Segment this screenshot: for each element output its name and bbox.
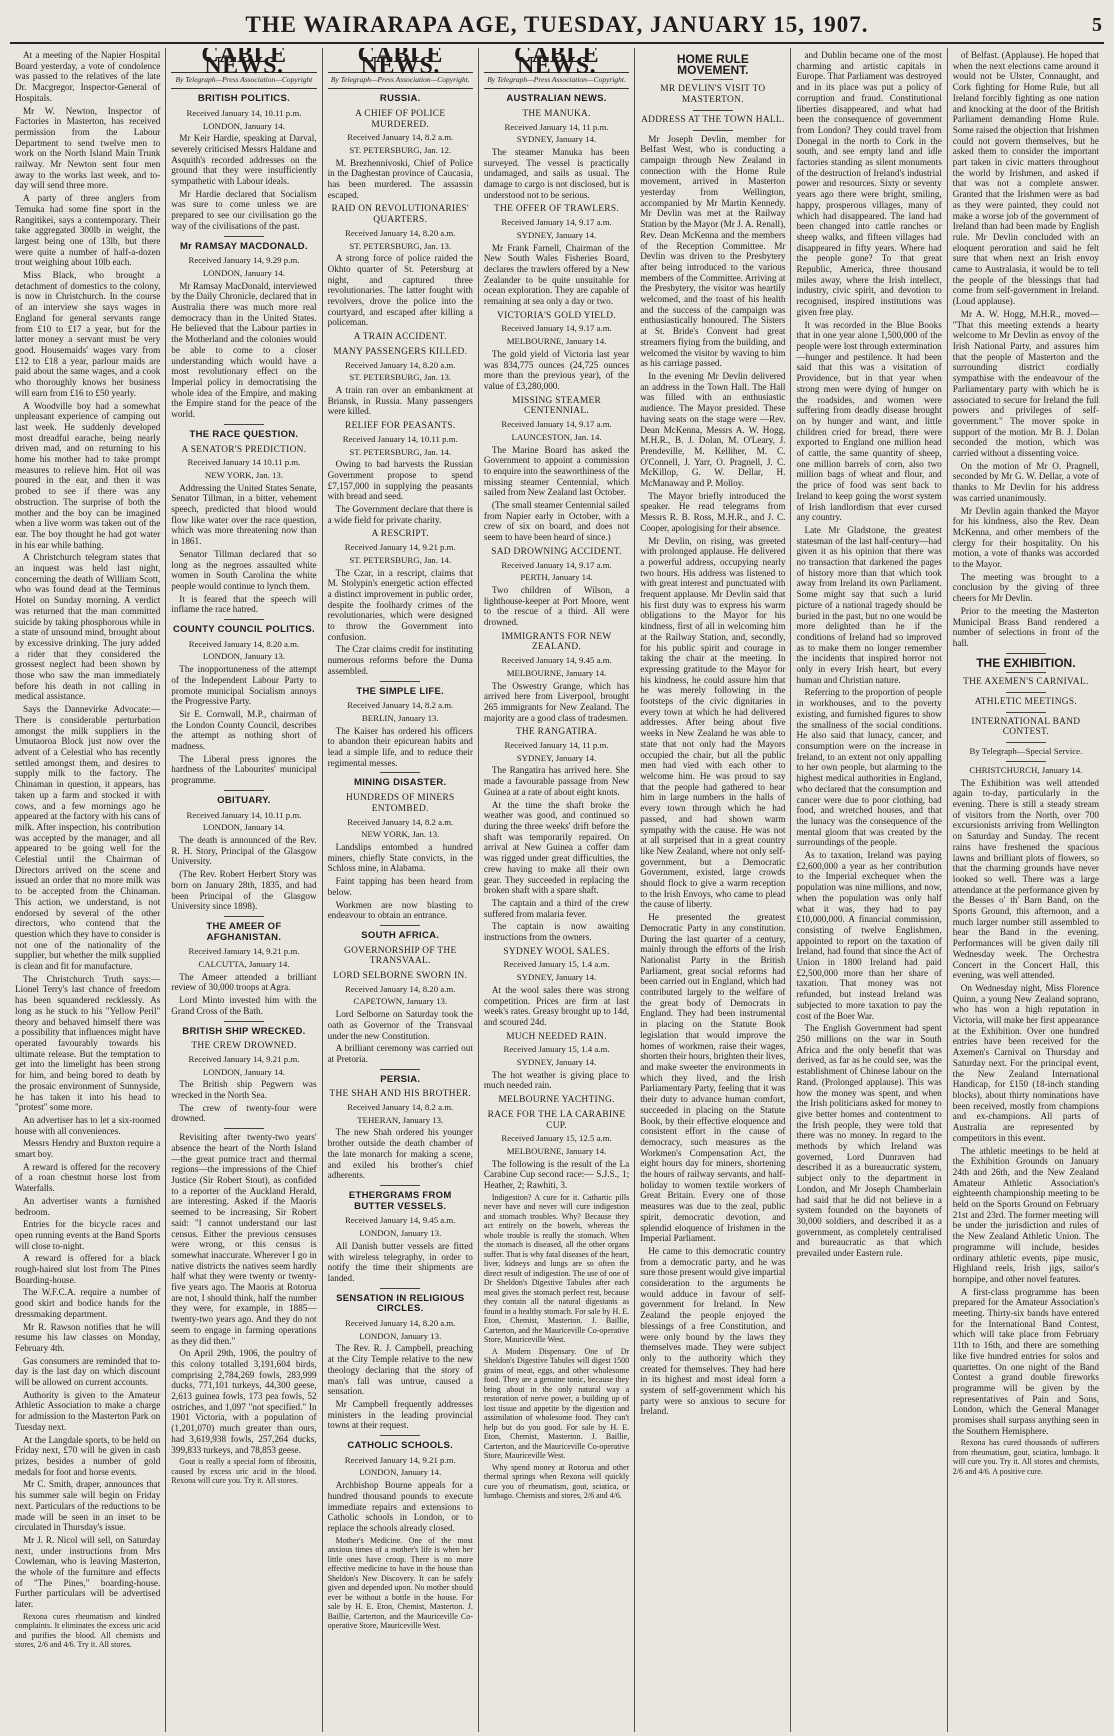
subheadline: MANY PASSENGERS KILLED. <box>333 346 468 357</box>
divider <box>380 1288 420 1289</box>
paragraph: At the time the shaft broke the weather was good, and continued so during the three weeks' drift before the shaft was temporarily repaired. On arrival at New Guinea a coffer dam was rigged under great difficulties, the crew having to make all their own gear. They succeeded in replacing the broken shaft with a spare shaft. <box>483 799 630 896</box>
paragraph: Workmen are now blasting to endeavour to obtain an entrance. <box>327 899 473 921</box>
headline: HOME RULE MOVEMENT. <box>676 52 749 77</box>
paragraph: He presented the greatest Democratic Party in any constitution. During the last quarter of a century, mainly through the efforts of the Irish Nationalist Party in the British Parliament, great social reforms had been carried out in England, which had contributed largely to the welfare of the great body of Democrats in England. They had been instrumental in placing on the Statute Book legislation that would improve the homes of workmen, raise their wages, shorten their hours, brighten their lives, and make sweeter the environments in which they lived, and the Irish Parliamentary Party, feeling that it was their duty to advance human comfort, succeeded in placing on the Statute Book, by their effective eloquence and consistent effort in the cause of democracy, such measures as the Workmen's Compensation Act, the eight hours day for miners, shortening the hours of railway servants, and half-holiday to women textile workers of Great Britain. Every one of those measures was due to the zeal, public spirit, democratic devotion, and splendid eloquence of Irishmen in the Imperial Parliament. <box>640 912 786 1244</box>
dateline: PERTH, January 14. <box>520 572 593 583</box>
dateline: Received January 14, 9.21 p.m. <box>344 1454 456 1465</box>
dateline: Received January 14, 11 p.m. <box>504 740 609 751</box>
paragraph: In the evening Mr Devlin delivered an address in the Town Hall. The Hall was filled with an enthusiastic audience. The Mayor presided. These having seats on the stage were —Rev. Dean McKenna, Messrs A. W. Hogg, M.H.R., B. J. Dolan, M. O'Leary, J. Prendeville, M. Kelliher, M. C. O'Connell, J. Yarr, O. Pragnell, J. C. McKillop, G. W. Dellar, H. McManaway and P. Molloy. <box>640 370 786 489</box>
dateline: CALCUTTA, January 14. <box>198 959 290 970</box>
headline: ETHERGRAMS FROM BUTTER VESSELS. <box>348 1189 452 1212</box>
dateline: Received January 14, 8.20 a.m. <box>345 983 456 994</box>
dateline: Received January 14, 8.20 a.m. <box>345 227 456 238</box>
dateline: Received January 15, 12.5 a.m. <box>501 1133 612 1144</box>
dateline: Received January 15, 1.4 a.m. <box>503 959 610 970</box>
divider <box>380 772 420 773</box>
paragraph: Sir E. Cornwall, M.P., chairman of the London County Council, describes the attempt as nothing short of madness. <box>171 708 317 752</box>
paragraph: Archbishop Bourne appeals for a hundred thousand pounds to execute immediate repairs and extensions to Catholic schools in London, or to replace the schools already closed. <box>327 1480 473 1533</box>
column-cable-news-2 <box>323 48 479 1732</box>
paragraph: and Dublin became one of the most charming and artistic capitals in Europe. That Parliament was destroyed and in its place was put a policy of corruption and fraud. Constitutional liberties disappeared, and what had been the consequence of government from London? They could travel from Donegal in the north to Cork in the south, and see empty land and idle factories standing as silent monuments of the destruction of Ireland's industrial power and resources. Sixty or seventy years ago there were bright, smiling, happy, prosperous villages, many of which had disappeared. The land had been changed into cattle ranches or sheep walks, and fifteen villages had disappeared in fifty years. Where had the people gone? To that great Republic, America, three thousand miles away, where the Irish intellect, industry, civic spirit, and devotion to recognised, inspired institutions was given free play. <box>796 50 942 317</box>
subheadline: THE CREW DROWNED. <box>191 1041 297 1052</box>
dateline: CAPETOWN, January 13. <box>353 996 448 1007</box>
subheadline: INTERNATIONAL BAND CONTEST. <box>971 716 1081 738</box>
paragraph: Senator Tillman declared that so long as the negroes assaulted white women in South Carolina the white people would continue to lynch them. <box>171 548 317 591</box>
paragraph: Authority is given to the Amateur Athletic Association to make a charge for admission to the Masterton Park on Tuesday next. <box>15 1389 161 1432</box>
subheadline: MUCH NEEDED RAIN. <box>506 1031 607 1042</box>
advertisement: Gout is really a special form of fibrositis, caused by excess uric acid in the blood. Rexona will cure you. Try it. All stores. <box>171 1457 317 1486</box>
dateline: MELBOURNE, January 14. <box>506 1145 607 1156</box>
paragraph: Faint tapping has been heard from below. <box>327 876 473 897</box>
dateline: ST. PETERSBURG, Jan. 13. <box>349 372 452 383</box>
subheadline: IMMIGRANTS FOR NEW ZEALAND. <box>501 631 612 653</box>
paragraph: It is feared that the speech will inflame the race hatred. <box>171 593 317 615</box>
paragraph: Mr Frank Farnell, Chairman of the New South Wales Fisheries Board, declares the trawlers offered by a New Zealander to be quite unsuitable for ocean exploration. They are capable of remaining at sea only a day or two. <box>483 242 630 307</box>
paragraph: On Wednesday night, Miss Florence Quinn, a young New Zealand soprano, who has won a high reputation in Victoria, will make her first appearance at the Exhibition. Over one hundred entries have been received for the Axemen's Carnival on Thursday and Saturday next. For the principal event, the New Zealand International Handicap, for £150 (18-inch standing blocks), about thirty nominations have been received, mostly from champions and ex-champions. All parts of Australia are represented by competitors in this event. <box>952 982 1099 1143</box>
dateline: SYDNEY, January 14. <box>516 752 597 763</box>
dateline: LONDON, January 13. <box>359 1228 442 1239</box>
paragraph: The gold yield of Victoria last year was 834,775 ounces (24,725 ounces more than the previous year), of the value of £3,280,000. <box>483 348 630 391</box>
paragraph: The Oswestry Grange, which has arrived here from Liverpool, brought 265 immigrants for New Zealand. The majority are a good class of tradesmen. <box>483 680 630 723</box>
paragraph: The inopportuneness of the attempt of the Independent Labour Party to promote municipal Socialism annoys the Progressive Party. <box>171 664 317 707</box>
section-title: CABLE NEWS. <box>328 50 473 73</box>
paragraph: Mr Keir Hardie, speaking at Darval, severely criticised Messrs Haldane and Asquith's recorded addresses on the ground that they were insufficiently sympathetic with Labour ideals. <box>171 133 317 187</box>
dateline: SYDNEY, January 14. <box>516 972 597 983</box>
paragraph: On the motion of Mr O. Pragnell, seconded by Mr G. W. Dellar, a vote of thanks to Mr Devlin for his address was carried unanimously. <box>952 460 1099 503</box>
subheadline: LORD SELBORNE SWORN IN. <box>333 971 468 982</box>
columns <box>10 48 1104 1732</box>
dateline: TEHERAN, January 13. <box>357 1114 444 1125</box>
paragraph: The Czar, in a rescript, claims that M. Stolypin's energetic action effected a distinct improvement in public order, despite the foolhardy crimes of the revolutionaries, which were designed to throw the Government into confusion. <box>327 567 473 642</box>
paragraph: Messrs Hendry and Buxton require a smart boy. <box>15 1138 161 1160</box>
dateline: Received January 14, 9.45 a.m. <box>501 655 612 666</box>
paragraph: Referring to the proportion of people in workhouses, and to the poverty existing, and furnished figures to show the smallness of the social conditions. He also said that lunacy, cancer, and consumption were on the increase in Ireland, to an extent not only appalling to her own people, but alarming to the highest medical authorities in England, who declared that the consumption and cancer were due to poor clothing, bad food, and wretched houses, and that the lunacy was the consequence of the mental gloom that was created by the surroundings of the people. <box>796 687 942 848</box>
subheadline: THE SHAH AND HIS BROTHER. <box>329 1089 472 1100</box>
subheadline: THE AXEMEN'S CARNIVAL. <box>963 677 1089 688</box>
dateline: Received January 14, 9.45 a.m. <box>345 1215 456 1226</box>
subheadline: A CHIEF OF POLICE MURDERED. <box>355 108 446 130</box>
column-cable-news-3 <box>479 48 635 1732</box>
subheadline: HUNDREDS OF MINERS ENTOMBED. <box>345 793 455 814</box>
dateline: Received January 14, 9.21 p.m. <box>188 946 300 957</box>
paragraph: Mr A. W. Hogg, M.H.R., moved— "That this meeting extends a hearty welcome to Mr Devlin as envoy of the Irish National Party, and assures him that the people of Masterton and the surrounding district cordially sympathise with the endeavour of the Parliamentary party with which he is associated to secure for Ireland the full powers and privileges of self-government." The mover spoke in support of the motion. Mr B. J. Dolan seconded the motion, which was carried without a dissenting voice. <box>952 308 1099 459</box>
dateline: Received January 14 10.11 p.m. <box>187 457 301 468</box>
paragraph: Mr R. Rawson notifies that he will resume his law classes on Monday, February 4th. <box>15 1321 161 1353</box>
column-home-rule-2 <box>791 48 947 1732</box>
dateline: MELBOURNE, January 14. <box>506 336 607 347</box>
paragraph: As to taxation, Ireland was paying £2,600,000 a year as her contribution to the Imperial exchequer when the population was nine millions, and now, when the population was only half what it was, they had to pay £10,000,000. A financial commission, consisting of twelve Englishmen, appointed to report on the taxation of Ireland, had found that since the Act of Union in 1800 Ireland had paid £2,500,000 more than her share of taxation. That money was not refunded, but instead Ireland was subjected to more taxation to pay the cost of the Boer War. <box>796 850 942 1021</box>
dateline: Received January 14, 9.17 a.m. <box>501 323 612 334</box>
dateline: Received January 15, 1.4 a.m. <box>503 1044 610 1055</box>
column-exhibition <box>948 48 1104 1732</box>
paragraph: The Liberal press ignores the hardness of the Labourites' municipal programme. <box>171 753 317 786</box>
paragraph: Mr Ramsay MacDonald, interviewed by the Daily Chronicle, declared that in Australia there was much more real democracy than in the United States. He believed that the Labour parties in the Motherland and the colonies would be able to come to a closer understanding which would have a most revolutionary effect on the Imperial policy in democratising the whole idea of the Empire, and making the Empire stand for the peace of the world. <box>171 280 317 420</box>
divider <box>380 925 420 926</box>
paragraph: Mr Devlin, on rising, was greeted with prolonged applause. He delivered a powerful address, occupying nearly two hours. His address was listened to with great interest and punctuated with frequent applause. Mr Devlin said that his first duty was to express his warm obligations to the Mayor for his kindness, first of all in welcoming him at the Railway Station, and, secondly, for his public spirit and courage in taking the chair at the meeting. In expressing gratitude to the Mayor for his kindness, he could assure him that he was merely following in the footsteps of the civic dignitaries in every town at which he had delivered addresses. After being about five weeks in New Zealand he was able to state that not only had the Mayors occupied the chair, but all the public men had vied with each other to welcome him. He was proud to say that the people had gathered to hear him in large numbers in the halls of every town through which he had passed, and had shown warm sympathy with the cause. He was not at all surprised that in a great country like New Zealand, where not only self-government, but a Democratic Government, existed, large crowds should flock to give a warm reception to the Irish Envoys, who came to plead the cause of liberty. <box>640 535 786 910</box>
paragraph: It was recorded in the Blue Books that in one year alone 1,500,000 of the people were lost through extermination—hunger and pestilence. It had been said that this was a visitation of Providence, but in that year when strong men were dying of hunger on the roadsides, and women were suffering from deadly disease brought on by hunger and want, and little children cried for bread, there were exported to England one million head of cattle, the same quantity of sheep, one million barrels of corn, also two million bags of wheat and flour, and the price of food was sent back to Ireland to keep going the worst system of Irish landlordism that ever cursed any country. <box>796 319 942 523</box>
paragraph: (The small steamer Centennial sailed from Napier early in October, with a crew of six on board, and does not seem to have been heard of since.) <box>483 500 630 543</box>
column-cable-news-1 <box>166 48 322 1732</box>
dateline: Received January 14, 8.2 a.m. <box>347 700 454 711</box>
subheadline: SAD DROWNING ACCIDENT. <box>491 546 622 557</box>
divider <box>224 790 264 791</box>
dateline: Received January 14, 10.11 p.m. <box>186 107 302 118</box>
paragraph: Mr Campbell frequently addresses ministers in the leading provincial towns at their request. <box>327 1398 473 1431</box>
subheadline: THE MANUKA. <box>522 108 591 119</box>
divider <box>693 130 733 131</box>
divider <box>380 1435 420 1436</box>
section-title: CABLE NEWS. <box>484 50 629 73</box>
paragraph: The Exhibition was well attended again to-day, particularly in the evening. There is still a steady stream of visitors from the North, over 700 excursionists arriving from Wellington on Saturday and Sunday. The recent rains have freshened the spacious lawns and brilliant plots of flowers, so that the charming grounds have never looked so well. There was a large attendance at the performance given by the Besses o' th' Barn Band, on the Sports Ground, this afternoon, and a much larger number still assembled to hear the Band in the evening. Performances will be given daily till Wednesday week. The Orchestra Concert in the Concert Hall, this evening, was well attended. <box>952 777 1099 981</box>
headline: THE SIMPLE LIFE. <box>356 685 445 697</box>
headline: CATHOLIC SCHOOLS. <box>347 1440 454 1452</box>
dateline: Received January 14, 9.17 a.m. <box>501 559 612 570</box>
divider <box>380 681 420 682</box>
dateline: SYDNEY, January 14. <box>516 134 597 145</box>
paragraph: Mr J. R. Nicol will sell, on Saturday next, under instructions from Mrs Cowleman, who is leaving Masterton, the whole of the furniture and effects of "The Pines," boarding-house. Further particulars will be advertised later. <box>15 1534 161 1610</box>
dateline: LONDON, January 13. <box>359 1330 442 1341</box>
masthead <box>10 8 1104 44</box>
section-title: CABLE NEWS. <box>171 50 316 73</box>
paragraph: M. Brezhennivoski, Chief of Police in the Daghestan province of Caucasia, has been murdered. The assassin escaped. <box>327 157 473 200</box>
subheadline: ATHLETIC MEETINGS. <box>974 697 1077 708</box>
paragraph: An advertiser has to let a six-roomed house with all conveniences. <box>15 1114 161 1136</box>
dateline: Received January 14, 8.20 a.m. <box>345 359 456 370</box>
headline: THE RACE QUESTION. <box>189 428 299 440</box>
paragraph: A strong force of police raided the Okhto quarter of St. Petersburg at night, and captured three revolutionaries. The latter fought with revolvers, drove the police into the courtyard, and escaped after killing a policeman. <box>327 253 473 328</box>
advertisement: Indigestion? A cure for it. Cathartic pills never have and never will cure indigestion and stomach troubles. Why? Because they act entirely on the bowels, whereas the whole trouble is really the stomach. When the stomach is diseased, all the other organs suffer. That is why fatal diseases of the heart, liver, kidneys and lungs are so often the direct result of indigestion. The use of one of Dr Sheldon's Digestive Tabules after each meal gives the stomach perfect rest, because they contain all the natural digestants as found in a healthy stomach. For sale by H. E. Eton, Chemist, Masterton. J. Baillie, Carterton, and the Mauriceville Co-operative Store, Mauriceville West. <box>483 1192 630 1345</box>
dateline: BERLIN, January 13. <box>361 712 439 723</box>
paragraph: A reward is offered for a black rough-haired slut lost from The Pines Boarding-house. <box>15 1253 161 1285</box>
dateline: ST. PETERSBURG, Jan. 14. <box>349 446 452 457</box>
dateline: Received January 14, 9.17 a.m. <box>501 419 612 430</box>
divider <box>1006 742 1046 743</box>
subheadline: RELIEF FOR PEASANTS. <box>345 421 456 432</box>
paragraph: Mr Devlin again thanked the Mayor for his kindness, also the Rev. Dean McKenna, and other members of the clergy for their hospitality. On his motion, a vote of thanks was accorded to the Mayor. <box>952 505 1099 570</box>
headline: BRITISH POLITICS. <box>197 93 291 105</box>
advertisement: Rexona cures rheumatism and kindred complaints. It eliminates the excess uric acid and purifies the blood. All chemists and stores, 2/6 and 4/6. Try it. All stores. <box>15 1611 161 1650</box>
paragraph: The Mayor briefly introduced the speaker. He read telegrams from Messrs R. B. Ross, M.H.R., and J. C. Cooper, apologising for their absence. <box>640 490 786 533</box>
byline: By Telegraph—Press Association—Copyright. <box>328 75 473 89</box>
paragraph: The Rev. R. J. Campbell, preaching at the City Temple relative to the new theology declaring that the story of man's fall was untrue, caused a sensation. <box>327 1343 473 1397</box>
dateline: Received January 14, 9.21 p.m. <box>188 1053 300 1064</box>
column-home-rule-1 <box>635 48 791 1732</box>
paragraph: The meeting was brought to a conclusion by the giving of three cheers for Mr Devlin. <box>952 571 1099 604</box>
paragraph: A brilliant ceremony was carried out at Pretoria. <box>327 1043 473 1064</box>
divider <box>224 619 264 620</box>
paragraph: Mr Hardie declared that Socialism was sure to come unless we are prepared to see our civilisation go the way of the civilisations of the past. <box>171 188 317 231</box>
divider <box>224 424 264 425</box>
paragraph: Prior to the meeting the Masterton Municipal Brass Band rendered a number of selections in front of the hall. <box>952 605 1099 648</box>
paragraph: Entries for the bicycle races and open running events at the Band Sports will close to-night. <box>15 1219 161 1251</box>
dateline: Received January 14, 10.11 p.m. <box>342 433 458 444</box>
paragraph: (The Rev. Robert Herbert Story was born on January 28th, 1835, and had been Principal of the Glasgow University since 1898). <box>171 869 317 912</box>
paragraph: A Christchurch telegram states that an inquest was held last night, concerning the death of William Scott, who was found dead at the Terminus Hotel on Sunday morning. A verdict was returned that the man committed suicide by taking phosphorous while in a state of unsound mind, brought about by excessive drinking. The jury added a rider that they considered the grossest neglect had been shown by those who saw the man immediately before his death in not calling in medical assistance. <box>15 552 161 702</box>
dateline: Received January 14, 8.2 a.m. <box>347 816 454 827</box>
paragraph: On April 29th, 1906, the poultry of this colony totalled 3,191,604 birds, comprising 2,784,269 fowls, 283,999 ducks, 771,101 turkeys, 44,300 geese, 2,613 guinea fowls, 173 pea fowls, 52 ostriches, and 1,097 "not specified." In 1901 Victoria, with a population of (1,201,070) much greater than ours, had 3,619,938 fowls, 257,264 ducks, 399,833 turkeys, and 78,853 geese. <box>171 1348 317 1455</box>
paragraph: The Marine Board has asked the Government to appoint a commission to enquire into the seaworthiness of the missing steamer Centennial, which sailed from New Zealand last October. <box>483 444 630 498</box>
dateline: SYDNEY, January 14. <box>516 1057 597 1068</box>
paragraph: At the Langdale sports, to be held on Friday next, £70 will be given in cash prizes, besides a number of gold medals for foot and horse events. <box>15 1434 161 1477</box>
paragraph: Gas consumers are reminded that to-day is the last day on which discount will be allowed on current accounts. <box>15 1355 161 1388</box>
paragraph: Two children of Wilson, a lighthouse-keeper at Port Moore, went to the rescue of a third. All were drowned. <box>483 584 630 628</box>
column-local-news <box>10 48 166 1732</box>
headline: AUSTRALIAN NEWS. <box>506 93 607 105</box>
headline: SOUTH AFRICA. <box>361 929 440 941</box>
dateline: Received January 14, 11 p.m. <box>504 121 609 132</box>
byline: By Telegraph—Press Association—Copyright. <box>484 75 629 89</box>
dateline: LONDON, January 14. <box>359 1467 442 1478</box>
advertisement: A Modern Dispensary. One of Dr Sheldon's Digestive Tabules will digest 1500 grains of meat, eggs, and other wholesome food. They are a genuine tonic, because they bring about in the only natural way a restoration of nerve power, a building up of lost tissue and appetite by the digestion and assimilation of wholesome food. They can't help but do you good. For sale by H. E. Eton, Chemist, Masterton. J. Baillie, Carterton, and the Mauriceville Co-operative Store, Mauriceville West. <box>483 1346 630 1461</box>
dateline: LONDON, January 14. <box>202 120 285 131</box>
headline: THE AMEER OF AFGHANISTAN. <box>206 920 282 943</box>
paragraph: A reward is offered for the recovery of a roan chestnut horse lost from Waterfalls. <box>15 1161 161 1194</box>
paragraph: A Woodville boy had a somewhat unpleasant experience of camping out last week. He suddenly developed most dreadful earache, being nearly driven mad, and on returning to his home his mother had to take prompt measures to relieve him. Hot oil was poured in the ear, and then it was probed to see if there was any obstruction. The surprise of both the mother and the boy can be imagined when a live worm was taken out of the ear. The boy thought he had got water in his ear while bathing. <box>15 400 161 550</box>
divider <box>224 1021 264 1022</box>
paragraph: The English Government had spent 250 millions on the war in South Africa and the only benefit that was derived, as far as he could see, was the establishment of Chinese labour on the Rand. (Prolonged applause). This was how the money was spent, and when the Irish politicians asked for money to give better homes and contentment to the Irish people, they were told that there was no money. In regard to the methods by which Ireland was governed, Lord Dunraven had described it as a bureaucratic system, subject only to the department in London, and Mr Joseph Chamberlain had said that he did not believe in a system founded on the bayonets of 30,000 soldiers, and described it as a government, as completely centralised and bureaucratic as that which prevailed under Eastern rule. <box>796 1023 942 1259</box>
dateline: Received January 14, 8.20 a.m. <box>345 1318 456 1329</box>
paragraph: The Ameer attended a brilliant review of 30,000 troops at Agra. <box>171 971 317 993</box>
headline: COUNTY COUNCIL POLITICS. <box>172 624 315 636</box>
subheadline: RAID ON REVOLUTIONARIES' QUARTERS. <box>331 204 469 226</box>
divider <box>1006 692 1046 693</box>
paragraph: The athletic meetings to be held at the Exhibition Grounds on January 24th and 26th, and the New Zealand Amateur Athletic Association's eighteenth championship meeting to be held on the Sports Ground on February 21st and 23rd. The former meeting will be under the jurisdiction and rules of the New Zealand Athletic Union. The programme will include, besides ordinary athletic events, pipe music, Highland reels, Irish jigs, sailor's hornpipe, and other novel features. <box>952 1145 1099 1284</box>
paragraph: A party of three anglers from Temuka had some fine sport in the Rangitikei, says a contemporary. Their take aggregated 300lb in weight, the largest being one of 13lb, but there were quite a number of half-a-dozen trout weighing about 10lb each. <box>15 193 161 268</box>
divider <box>693 110 733 111</box>
dateline: NEW YORK, Jan. 13. <box>204 469 284 480</box>
divider <box>224 236 264 237</box>
paragraph: A train ran over an embankment at Briansk, in Russia. Many passengers were killed. <box>327 384 473 417</box>
paragraph: Revisiting after twenty-two years' absence the heart of the North Island —the great pumice tract and thermal regions—the impressions of the Chief Justice (Sir Robert Stout), as confided to a reporter of the Auckland Herald, are interesting. Asked if the Maoris seemed to be increasing, Sir Robert said: "I cannot understand our last census. Either the previous censuses were wrong, or this census is somewhat inaccurate. Wherever I go in native districts the natives seem hardly half what they were twenty or twenty-five years ago. The Maoris at Rotorua are not, I should think, half the number they were, for example, in 1885—twenty-two years ago. And they do not seem to engage in farming operations as they did then." <box>171 1132 317 1346</box>
dateline: Received January 14, 8.20 a.m. <box>188 638 300 649</box>
paragraph: He came to this democratic country from a democratic party, and he was sure those present would give impartial consideration to the arguments he would adduce in favour of self-government for Ireland. In New Zealand the people enjoyed the blessings of a free Constitution, and were only bound by the laws they themselves made. They were subject only to the authority which they created for themselves. They had here in its highest and most ideal form a system of self-government which his party were so anxious to secure for Ireland. <box>640 1245 786 1417</box>
paragraph: The British ship Pegwern was wrecked in the North Sea. <box>171 1079 317 1101</box>
dateline: MELBOURNE, January 14. <box>506 667 607 678</box>
paragraph: Owing to bad harvests the Russian Government propose to spend £7,157,000 in supplying the peasants with bread and seed. <box>327 459 473 502</box>
divider <box>224 916 264 917</box>
divider <box>1006 653 1046 654</box>
headline: BRITISH SHIP WRECKED. <box>182 1025 306 1037</box>
divider <box>1006 672 1046 673</box>
divider <box>1006 761 1046 762</box>
byline: By Telegraph—Special Service. <box>969 746 1083 757</box>
paragraph: Says the Dannevirke Advocate:— There is considerable perturbation amongst the milk suppliers in the Umutaoroa Block just now over the advent of a Celestial who has recently settled amongst them, and desires to supply milk to the factory. The Chinaman in question, it appears, has taken up a farm and stocked it with cows, and a few mornings ago he appeared at the factory with his cans of milk. After inspection, his contribution was accepted by the manager, and all appeared to be going well for the Celestial until the Chairman of Directors arrived on the scene and issued an order that no more milk was to be accepted from the Chinaman. This action, we understand, is not endorsed by several of the other directors, who contend that the question which they have to consider is not one of the nationality of the supplier, but whether the milk supplied is clean and fit for manufacture. <box>15 704 161 972</box>
dateline: LONDON, January 14. <box>202 1066 285 1077</box>
paragraph: Lord Selborne on Saturday took the oath as Governor of the Transvaal under the new Constitution. <box>327 1009 473 1041</box>
subheadline: MELBOURNE YACHTING. <box>498 1095 615 1106</box>
dateline: ST. PETERSBURG, Jan. 13. <box>349 240 452 251</box>
dateline: Received January 14, 9.21 p.m. <box>344 542 456 553</box>
paragraph: Addressing the United States Senate, Senator Tillman, in a bitter, vehement speech, predicted that blood would flow like water over the race question, which was more threatening now than in 1861. <box>171 482 317 547</box>
divider <box>224 1128 264 1129</box>
headline: Mr RAMSAY MACDONALD. <box>179 240 308 252</box>
paragraph: The hot weather is giving place to much needed rain. <box>483 1069 630 1091</box>
dateline: LAUNCESTON, Jan. 14. <box>511 431 602 442</box>
dateline: NEW YORK, Jan. 13. <box>361 829 440 840</box>
dateline: CHRISTCHURCH, January 14. <box>969 764 1083 775</box>
page-number: 5 <box>1092 14 1102 36</box>
byline: By Telegraph—Press Association—Copyright <box>171 75 316 89</box>
divider <box>693 79 733 80</box>
dateline: LONDON, January 14. <box>202 267 285 278</box>
paragraph: An advertiser wants a furnished bedroom. <box>15 1195 161 1217</box>
paragraph: The new Shah ordered his younger brother outside the death chamber of the late monarch for making a scene, and exiled his brother's chief adherents. <box>327 1127 473 1181</box>
paragraph: The captain and a third of the crew suffered from malaria fever. <box>483 897 630 919</box>
divider <box>380 1069 420 1070</box>
subheadline: A TRAIN ACCIDENT. <box>353 332 447 343</box>
subheadline: A SENATOR'S PREDICTION. <box>181 444 307 455</box>
paragraph: At a meeting of the Napier Hospital Board yesterday, a vote of condolence was passed to the relatives of the late Dr. Macgregor, Inspector-General of Hospitals. <box>15 50 161 103</box>
dateline: SYDNEY, January 14. <box>516 229 597 240</box>
subheadline: MISSING STEAMER CENTENNIAL. <box>511 395 602 417</box>
subheadline: SYDNEY WOOL SALES. <box>503 946 610 957</box>
subheadline: GOVERNORSHIP OF THE TRANSVAAL. <box>344 945 457 967</box>
advertisement: Why spend money at Rotorua and other thermal springs when Rexona will quickly cure you of rheumatism, gout, sciatica, or lumbago. Chemists and stores, 2/6 and 4/6. <box>483 1462 630 1501</box>
paragraph: of Belfast. (Applause). He hoped that when the next elections came around it would not be Ulster, Connaught, and Cork fighting for Home Rule, but all Ireland forcibly fighting as one nation and knocking at the door of the British Parliament demanding Home Rule. Some raised the objection that Irishmen could not govern themselves, but he asked them to consider the important part taken in civic matters throughout the world by Irishmen, and asked if that was not a complete answer. Granted that the Irishmen were as bad as they were painted, they could not make a worse job of the government of Ireland than had been made by English rule. Mr Devlin concluded with an eloquent peroration and said he felt sure that when next an Irish envoy came to Australasia, it would be to tell the people of the blessings that had come from self-government in Ireland. (Loud applause). <box>952 50 1099 307</box>
paragraph: The Kaiser has ordered his officers to abandon their epicurean habits and lead a simple life, and to reduce their regimental messes. <box>327 725 473 768</box>
dateline: Received January 14, 10.11 p.m. <box>186 809 302 820</box>
subheadline: RACE FOR THE LA CARABINE CUP. <box>487 1109 626 1131</box>
paragraph: Late Mr Gladstone, the greatest statesman of the last half-century—had given it as his opinion that there was no transaction that darkened the pages of history more than that which took away from Ireland its own Parliament. Some might say that such a lurid picture of a national tragedy should be buried in the past, but no one would be more delighted than he if the conditions of Ireland had so improved as to make them no longer remember the incidents that inspired horror not only in every Irish heart, but every human and Christian nature. <box>796 524 942 685</box>
dateline: ST. PETERSBURG, Jan. 12. <box>349 144 452 155</box>
subheadline: MR DEVLIN'S VISIT TO MASTERTON. <box>660 84 766 106</box>
headline: SENSATION IN RELIGIOUS CIRCLES. <box>336 1292 465 1315</box>
dateline: Received January 14, 9.17 a.m. <box>501 217 612 228</box>
dateline: LONDON, January 14. <box>202 822 285 833</box>
subheadline: THE OFFER OF TRAWLERS. <box>494 204 620 215</box>
headline: PERSIA. <box>380 1073 421 1085</box>
subheadline: A RESCRIPT. <box>371 529 429 540</box>
headline: RUSSIA. <box>379 93 421 105</box>
paragraph: Landslips entombed a hundred miners, chiefly State convicts, in the Schloss mine, in Alabama. <box>327 842 473 874</box>
paragraph: The Government declare that there is a wide field for private charity. <box>327 504 473 525</box>
paragraph: The crew of twenty-four were drowned. <box>171 1102 317 1124</box>
paragraph: At the wool sales there was strong competition. Prices are firm at last week's rates. Greasy brought up to 14d, and scoured 24d. <box>483 984 630 1027</box>
divider <box>380 1185 420 1186</box>
subheadline: VICTORIA'S GOLD YIELD. <box>497 310 617 321</box>
paragraph: The following is the result of the La Carabine Cup second race:— S.J.S., 1; Heather, 2; Rawhiti, 3. <box>483 1158 630 1191</box>
dateline: Received January 14, 8.2 a.m. <box>347 132 454 143</box>
dateline: LONDON, January 13. <box>202 651 285 662</box>
paragraph: Mr W. Newton, Inspector of Factories in Masterton, has received permission from the Labour Department to send twelve men to work on the North Island Main Trunk railway. Mr Newton sent four men away to the works last week, and to-day will send three more. <box>15 105 161 191</box>
paragraph: All Danish butter vessels are fitted with wireless telegraphy, in order to notify the time their shipments are landed. <box>327 1240 473 1283</box>
headline: MINING DISASTER. <box>354 777 447 789</box>
paragraph: Mr C. Smith, draper, announces that his summer sale will begin on Friday next. Particulars of the reductions to be made will be seen in an inset to be circulated in Thursday's issue. <box>15 1479 161 1533</box>
headline: OBITUARY. <box>217 794 271 806</box>
paragraph: The W.F.C.A. require a number of good skirt and bodice hands for the dressmaking department. <box>15 1287 161 1319</box>
subheadline: THE RANGATIRA. <box>515 727 598 738</box>
paragraph: A first-class programme has been prepared for the Amateur Association's meeting. Thirty-six bands have entered for the International Band Contest, which will take place from February 11th to 16th, and there are something like five hundred entries for solos and quartettes. On one night of the Band Contest a grand double fireworks programme will be given by the representatives of Pain and Sons, London, which the General Manager promises shall surpass anything seen in the Southern Hemisphere. <box>952 1286 1099 1436</box>
paragraph: Mr Joseph Devlin, member for Belfast West, who is conducting a campaign through New Zealand in connection with the Home Rule movement, arrived in Masterton yesterday from Wellington, accompanied by Mr Martin Kennedy. Mr Devlin was met at the Railway Station by the Mayor (Mr J. A. Renall), Rev. Dean McKenna and the members of the Reception Committee. Mr Devlin was driven to the Presbytery after being introduced to the various members of the Committee. Arriving at the Presbytery, the visitor was heartily welcomed, and the toast of his health and the success of the campaign was enthusiastically honoured. The Sisters at St. Bride's Convent had great streamers flying from the building, and welcomed the visitor by waving to him as his carriage passed. <box>640 133 786 369</box>
paragraph: The Czar claims credit for instituting numerous reforms before the Duma assembled. <box>327 644 473 676</box>
dateline: ST. PETERSBURG, Jan. 14. <box>349 554 452 565</box>
paragraph: The steamer Manuka has been surveyed. The vessel is practically undamaged, and sails as usual. The damage to cargo is not disclosed, but is understood not to be serious. <box>483 146 630 200</box>
headline: THE EXHIBITION. <box>976 655 1076 670</box>
paragraph: The death is announced of the Rev. R. H. Story, Principal of the Glasgow University. <box>171 835 317 867</box>
advertisement: Mother's Medicine. One of the most anxious times of a mother's life is when her little ones have croup. There is no more effective medicine to have in the house than Sheldon's New Discovery. It can be safely given and depended upon. No mother should ever be without a bottle in the house. For sale by H. E. Eton, Chemist, Masterton. J. Baillie, Carterton, and the Mauriceville Co-operative Store, Mauriceville West. <box>327 1535 473 1631</box>
paragraph: The captain is now awaiting instructions from the owners. <box>483 921 630 943</box>
paragraph: The Rangatira has arrived here. She made a favourable passage from New Guinea at a rate of about eight knots. <box>483 765 630 797</box>
paragraph: The Christchurch Truth says:— Lionel Terry's last chance of freedom has been squandered recklessly. As long as he stuck to his "Yellow Peril" theory and behaved himself there was a possibility that influences might have operated favourably towards his ultimate release. But the temptation to get into the limelight has been strong for him, and being bored to death by the prosaic environment of Sunnyside, he has taken it into his head to "protest" some more. <box>15 973 161 1113</box>
dateline: Received January 14, 9.29 p.m. <box>188 255 300 266</box>
masthead-title: THE WAIRARAPA AGE, TUESDAY, JANUARY 15, 1907. <box>245 12 869 37</box>
paragraph: Lord Minto invested him with the Grand Cross of the Bath. <box>171 995 317 1016</box>
dateline: Received January 14, 8.2 a.m. <box>347 1102 454 1113</box>
advertisement: Rexona has cured thousands of sufferers from rheumatism, gout, sciatica, lumbago. It will cure you. Try it. All stores and chemists, 2/6 and 4/6. A positive cure. <box>952 1438 1099 1476</box>
subheadline: ADDRESS AT THE TOWN HALL. <box>641 114 785 125</box>
paragraph: Miss Black, who brought a detachment of domestics to the colony, is now in Christchurch. In the course of an interview she says wages in England for general servants range from £10 to £17 a year, but for the latter money a servant must be very good. Housemaids' wages vary from £12 to £18 a year, parlour maids are paid about the same wages, and a cook who thoroughly knows her business will earn from £16 to £50 yearly. <box>15 270 161 398</box>
divider <box>1006 712 1046 713</box>
